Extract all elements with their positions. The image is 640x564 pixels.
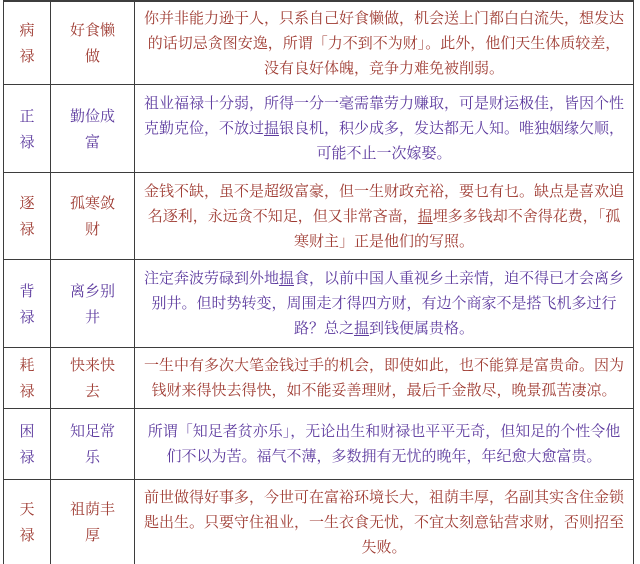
category-label: 病禄 [19, 21, 35, 65]
title-cell [51, 2, 135, 84]
description-cell [135, 348, 633, 408]
description-cell [135, 480, 633, 564]
title-cell [51, 260, 135, 347]
title-cell [51, 348, 135, 408]
title-label: 好食懒做 [69, 21, 115, 65]
category-cell [4, 480, 51, 564]
description-text: 所谓「知足者贫亦乐」，无论出生和财禄也平平无奇，但知足的个性令他们不以为苦。福气不薄，多数拥有无忧的晚年，年纪愈大愈富贵。 [147, 422, 621, 465]
category-cell [4, 348, 51, 408]
category-cell [4, 260, 51, 347]
description-text: 前世做得好事多，今世可在富裕环境长大，祖荫丰厚，名副其实含住金锁匙出生。只要守住祖业，一生衣食无忧，不宜太刻意钻营求财，否则招至失败。 [143, 487, 624, 556]
category-label: 困禄 [19, 422, 35, 466]
description-text: 金钱不缺，虽不是超级富豪，但一生财政充裕，要乜有乜。缺点是喜欢追名逐利，永远贪不知足，但又非常吝啬，揾埋多多钱却不舍得花费，「孤寒财主」正是他们的写照。 [143, 181, 624, 250]
fortune-luck-table [3, 0, 634, 564]
category-label: 正禄 [19, 106, 35, 151]
title-cell [51, 85, 135, 172]
table-row [4, 2, 633, 85]
table-row [4, 348, 633, 409]
category-label: 天禄 [19, 500, 35, 544]
table-row [4, 409, 633, 480]
category-label: 耗禄 [19, 356, 35, 400]
description-cell [135, 85, 633, 172]
title-cell [51, 409, 135, 479]
category-label: 背禄 [19, 281, 35, 326]
category-cell [4, 173, 51, 259]
title-label: 勤俭成富 [69, 106, 115, 151]
title-cell [51, 173, 135, 259]
table-row [4, 85, 633, 173]
table-row [4, 480, 633, 564]
table-row [4, 173, 633, 260]
category-label: 逐禄 [19, 194, 35, 238]
description-cell [135, 409, 633, 479]
category-cell [4, 409, 51, 479]
title-label: 孤寒敛财 [69, 194, 115, 238]
description-cell [135, 2, 633, 84]
title-label: 祖荫丰厚 [69, 500, 115, 544]
table-row [4, 260, 633, 348]
description-cell [135, 173, 633, 259]
title-label: 快来快去 [69, 356, 115, 400]
description-text: 祖业福禄十分弱，所得一分一毫需靠劳力赚取，可是财运极佳，皆因个性克勤克俭，不放过揾银良机，积少成多，发达都无人知。唯独姻缘欠顺，可能不止一次嫁娶。 [143, 94, 625, 162]
title-label: 离乡别井 [69, 281, 115, 326]
description-text: 注定奔波劳碌到外地揾食，以前中国人重视乡土亲情，迫不得已才会离乡别井。但时势转变，周围走才得四方财，有边个商家不是搭飞机多过行路？总之揾到钱便属贵格。 [143, 269, 625, 337]
description-text: 你并非能力逊于人，只系自己好食懒做，机会送上门都白白流失，想发达的话切忌贪图安逸，所谓「力不到不为财」。此外，他们天生体质较差，没有良好体魄，竞争力难免被削弱。 [143, 8, 624, 77]
category-cell [4, 85, 51, 172]
title-label: 知足常乐 [69, 422, 115, 466]
category-cell [4, 2, 51, 84]
description-text: 一生中有多次大笔金钱过手的机会，即使如此，也不能算是富贵命。因为钱财来得快去得快，如不能妥善理财，最后千金散尽，晚景孤苦凄凉。 [143, 356, 624, 399]
title-cell [51, 480, 135, 564]
description-cell [135, 260, 633, 347]
